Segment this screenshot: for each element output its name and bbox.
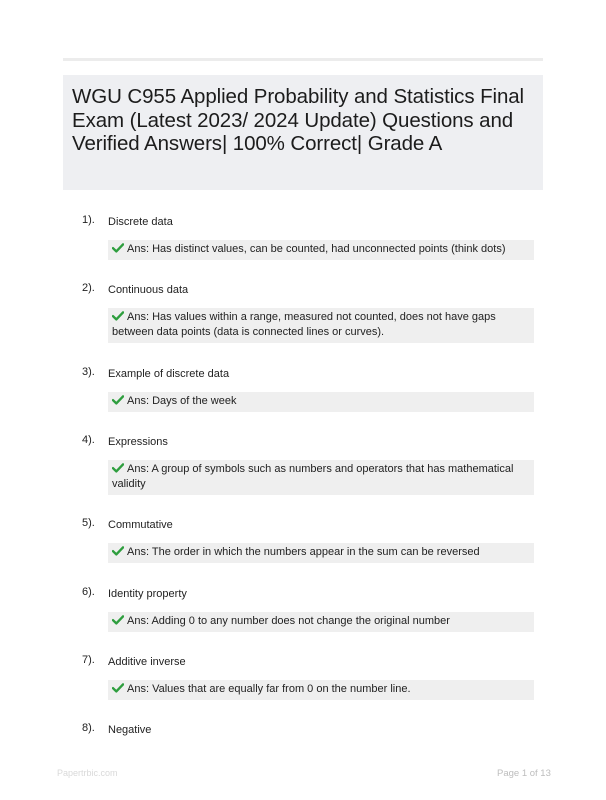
question-number: 5). (82, 517, 95, 529)
question-text: Identity property (108, 588, 187, 600)
answer-text: Ans: The order in which the numbers appear in the sum can be reversed (127, 546, 480, 558)
question-number: 2). (82, 282, 95, 294)
top-divider (63, 58, 543, 61)
title-box (63, 75, 543, 190)
answer-text: Ans: Adding 0 to any number does not change the original number (127, 615, 450, 627)
checkmark-icon (112, 463, 124, 473)
question-number: 6). (82, 586, 95, 598)
question-number: 4). (82, 434, 95, 446)
answer-text: Ans: A group of symbols such as numbers and operators that has mathematical validity (112, 463, 514, 490)
question-text: Additive inverse (108, 656, 186, 668)
page-number: Page 1 of 13 (497, 768, 551, 779)
question-number: 3). (82, 366, 95, 378)
question-number: 7). (82, 654, 95, 666)
question-text: Expressions (108, 436, 168, 448)
answer-box (108, 460, 534, 495)
checkmark-icon (112, 395, 124, 405)
answer-text: Ans: Values that are equally far from 0 on the number line. (127, 683, 411, 695)
answer-box (108, 308, 534, 343)
checkmark-icon (112, 683, 124, 693)
document-title: WGU C955 Applied Probability and Statistics Final Exam (Latest 2023/ 2024 Update) Questions and Verified Answers| 100% Correct| Grade A (72, 85, 525, 155)
checkmark-icon (112, 311, 124, 321)
question-text: Discrete data (108, 216, 173, 228)
checkmark-icon (112, 243, 124, 253)
answer-box (108, 680, 534, 700)
answer-text: Ans: Has values within a range, measured not counted, does not have gaps between data points (data is connected lines or curves). (112, 311, 496, 338)
checkmark-icon (112, 615, 124, 625)
question-number: 1). (82, 214, 95, 226)
answer-box (108, 392, 534, 412)
question-text: Example of discrete data (108, 368, 230, 380)
question-text: Negative (108, 724, 152, 736)
answer-text: Ans: Has distinct values, can be counted, had unconnected points (think dots) (127, 243, 506, 255)
answer-box (108, 240, 534, 260)
answer-text: Ans: Days of the week (127, 395, 237, 407)
answer-box (108, 612, 534, 632)
checkmark-icon (112, 546, 124, 556)
question-number: 8). (82, 722, 95, 734)
question-text: Continuous data (108, 284, 189, 296)
answer-box (108, 543, 534, 563)
watermark-text: Papertrbic.com (57, 768, 118, 778)
question-text: Commutative (108, 519, 173, 531)
